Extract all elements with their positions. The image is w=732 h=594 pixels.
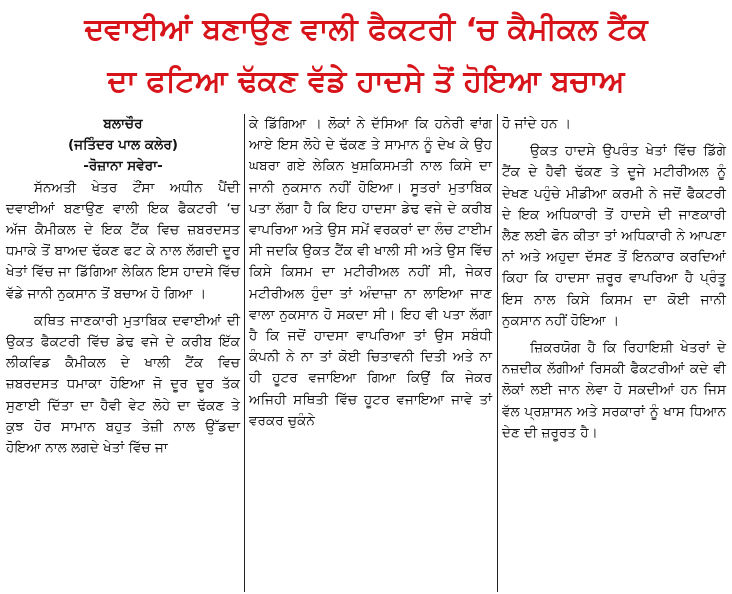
byline-reporter: (ਜਤਿੰਦਰ ਪਾਲ ਕਲੇਰ) [67, 137, 178, 154]
article-paragraph: ਉਕਤ ਹਾਦਸੇ ਉਪਰੰਤ ਖੇਤਾਂ ਵਿੱਚ ਡਿੱਗੇ ਟੈਂਕ ਦੇ ਹੈਵੀ ਢੱਕਣ ਤੇ ਦੂਜੇ ਮਟੀਰੀਅਲ ਨੂੰ ਦੇਖਣ ਪਹੁੰਚੇ ਮੀਡੀਆ ਕਰਮੀ ਨੇ ਜਦੋਂ ਫੈਕਟਰੀ ਦੇ ਇਕ ਅਧਿਕਾਰੀ ਤੋਂ ਹਾਦਸੇ ਦੀ ਜਾਣਕਾਰੀ ਲੈਣ ਲਈ ਫੋਨ ਕੀਤਾ ਤਾਂ ਅਧਿਕਾਰੀ ਨੇ ਆਪਣਾ ਨਾਂ ਅਤੇ ਅਹੁਦਾ ਦੱਸਣ ਤੋਂ ਇਨਕਾਰ ਕਰਦਿਆਂ ਕਿਹਾ ਕਿ ਹਾਦਸਾ ਜ਼ਰੂਰ ਵਾਪਰਿਆ ਹੈ ਪ੍ਰੰਤੂ ਇਸ ਨਾਲ ਕਿਸੇ ਕਿਸਮ ਦਾ ਕੋਈ ਜਾਨੀ ਨੁਕਸਾਨ ਨਹੀਂ ਹੋਇਆ । [502, 143, 726, 329]
headline-line-2: ਦਾ ਫਟਿਆ ਢੱਕਣ ਵੱਡੇ ਹਾਦਸੇ ਤੋਂ ਹੋਇਆ ਬਚਾਅ [107, 64, 625, 99]
byline [6, 114, 240, 178]
article-paragraph: ਕਥਿਤ ਜਾਣਕਾਰੀ ਮੁਤਾਬਿਕ ਦਵਾਈਆਂ ਦੀ ਉਕਤ ਫੈਕਟਰੀ ਵਿੱਚ ਡੇਢ ਵਜੇ ਦੇ ਕਰੀਬ ਇੱਕ ਲੀਕਵਿਡ ਕੈਮੀਕਲ ਦੇ ਖਾਲੀ ਟੈਂਕ ਵਿਚ ਜ਼ਬਰਦਸਤ ਧਮਾਕਾ ਹੋਇਆ ਜੋ ਦੂਰ ਦੂਰ ਤੱਕ ਸੁਣਾਈ ਦਿੱਤਾ ਦਾ ਹੈਵੀ ਵੇਟ ਲੋਹੇ ਦਾ ਢੱਕਣ ਤੇ ਕੁਝ ਹੋਰ ਸਾਮਾਨ ਬਹੁਤ ਤੇਜ਼ੀ ਨਾਲ ਉੱਡਦਾ ਹੋਇਆ ਨਾਲ ਲਗਦੇ ਖੇਤਾਂ ਵਿੱਚ ਜਾ [6, 312, 240, 457]
article-paragraph: ਜ਼ਿਕਰਯੋਗ ਹੈ ਕਿ ਰਿਹਾਇਸ਼ੀ ਖੇਤਰਾਂ ਦੇ ਨਜ਼ਦੀਕ ਲੱਗੀਆਂ ਰਿਸਕੀ ਫੈਕਟਰੀਆਂ ਕਦੇ ਵੀ ਲੋਕਾਂ ਲਈ ਜਾਨ ਲੇਵਾ ਹੋ ਸਕਦੀਆਂ ਹਨ ਜਿਸ ਵੱਲ ਪ੍ਰਸ਼ਾਸਨ ਅਤੇ ਸਰਕਾਰਾਂ ਨੂੰ ਖਾਸ ਧਿਆਨ ਦੇਣ ਦੀ ਜ਼ਰੂਰਤ ਹੈ। [502, 340, 726, 441]
byline-place: ਬਲਾਚੌਰ [103, 116, 143, 132]
article-column-3 [502, 114, 726, 592]
article-column-2 [249, 114, 492, 592]
article-paragraph: ਹੋ ਜਾਂਦੇ ਹਨ । [502, 116, 572, 132]
column-divider [497, 114, 498, 592]
article-paragraph: ਕੇ ਡਿੱਗਿਆ । ਲੋਕਾਂ ਨੇ ਦੱਸਿਆ ਕਿ ਹਨੇਰੀ ਵਾਂਗ ਆਏ ਇਸ ਲੋਹੇ ਦੇ ਢੱਕਣ ਤੇ ਸਾਮਾਨ ਨੂੰ ਦੇਖ ਕੇ ਉਹ ਘਬਰਾ ਗਏ ਲੇਕਿਨ ਖੁਸ਼ਕਿਸਮਤੀ ਨਾਲ ਕਿਸੇ ਦਾ ਜਾਨੀ ਨੁਕਸਾਨ ਨਹੀਂ ਹੋਇਆ। ਸੂਤਰਾਂ ਮੁਤਾਬਿਕ ਪਤਾ ਲੱਗਾ ਹੈ ਕਿ ਇਹ ਹਾਦਸਾ ਡੇਢ ਵਜੇ ਦੇ ਕਰੀਬ ਵਾਪਰਿਆ ਅਤੇ ਉਸ ਸਮੇਂ ਵਰਕਰਾਂ ਦਾ ਲੰਚ ਟਾਈਮ ਸੀ ਜਦਕਿ ਉਕਤ ਟੈਂਕ ਵੀ ਖਾਲੀ ਸੀ ਅਤੇ ਉਸ ਵਿੱਚ ਕਿਸੇ ਕਿਸਮ ਦਾ ਮਟੀਰੀਅਲ ਨਹੀਂ ਸੀ, ਜੇਕਰ ਮਟੀਰੀਅਲ ਹੁੰਦਾ ਤਾਂ ਅੰਦਾਜ਼ਾ ਨਾ ਲਾਇਆ ਜਾਣ ਵਾਲਾ ਨੁਕਸਾਨ ਹੋ ਸਕਦਾ ਸੀ। ਇਹ ਵੀ ਪਤਾ ਲੱਗਾ ਹੈ ਕਿ ਜਦੋਂ ਹਾਦਸਾ ਵਾਪਰਿਆ ਤਾਂ ਉਸ ਸਬੰਧੀ ਕੰਪਨੀ ਨੇ ਨਾ ਤਾਂ ਕੋਈ ਚਿਤਾਵਨੀ ਦਿਤੀ ਅਤੇ ਨਾ ਹੀ ਹੂਟਰ ਵਜਾਇਆ ਗਿਆ ਕਿਉਂ ਕਿ ਜੇਕਰ ਅਜਿਹੀ ਸਥਿਤੀ ਵਿੱਚ ਹੂਟਰ ਵਜਾਇਆ ਜਾਵੇ ਤਾਂ ਵਰਕਰ ਚੁਕੰਨੇ [249, 116, 492, 429]
column-divider [244, 114, 245, 592]
byline-newspaper: -ਰੋਜ਼ਾਨਾ ਸਵੇਰਾ- [83, 158, 163, 175]
article-paragraph: ਸੱਨਅਤੀ ਖੇਤਰ ਟੌਂਸਾ ਅਧੀਨ ਪੈਂਦੀ ਦਵਾਈਆਂ ਬਣਾਉਣ ਵਾਲੀ ਇਕ ਫੈਕਟਰੀ ‘ਚ ਅੱਜ ਕੈਮੀਕਲ ਦੇ ਇਕ ਟੈਂਕ ਵਿਚ ਜ਼ਬਰਦਸਤ ਧਮਾਕੇ ਤੋਂ ਬਾਅਦ ਢੱਕਣ ਫਟ ਕੇ ਨਾਲ ਲੱਗਦੀ ਦੂਰ ਖੇਤਾਂ ਵਿੱਚ ਜਾ ਡਿੱਗਿਆ ਲੇਕਿਨ ਇਸ ਹਾਦਸੇ ਵਿੱਚ ਵੱਡੇ ਜਾਨੀ ਨੁਕਸਾਨ ਤੋਂ ਬਚਾਅ ਹੋ ਗਿਆ । [6, 179, 240, 302]
article-column-1 [6, 114, 240, 592]
headline-line-1: ਦਵਾਈਆਂ ਬਣਾਉਣ ਵਾਲੀ ਫੈਕਟਰੀ ‘ਚ ਕੈਮੀਕਲ ਟੈਂਕ [84, 12, 648, 47]
